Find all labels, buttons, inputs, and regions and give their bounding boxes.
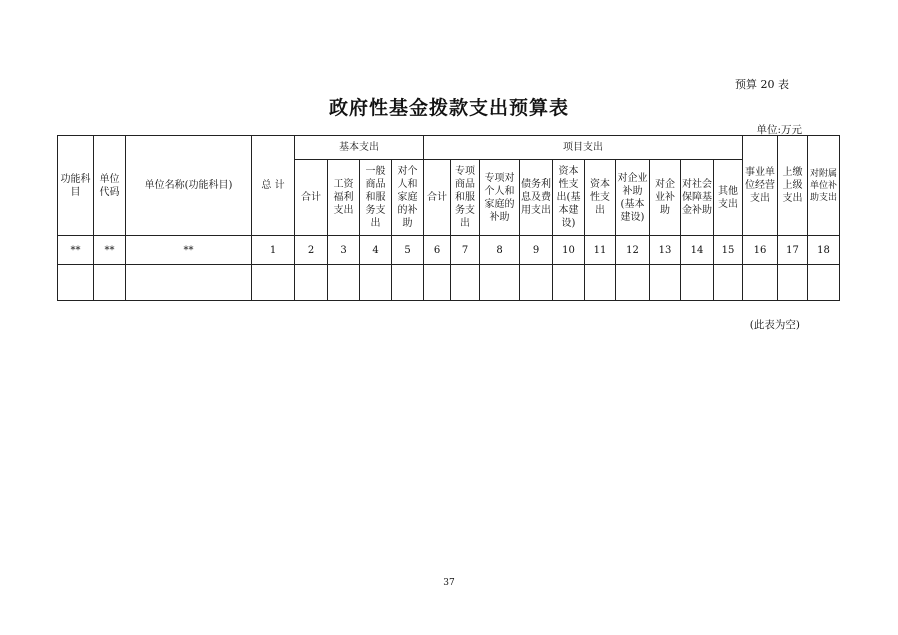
- empty-cell: [360, 265, 392, 301]
- header-project-social-security: 对社会保障基金补助: [681, 160, 714, 236]
- column-number: 3: [328, 236, 360, 265]
- empty-cell: [94, 265, 126, 301]
- empty-cell: [808, 265, 840, 301]
- empty-cell: [553, 265, 585, 301]
- placeholder-cell: **: [58, 236, 94, 265]
- placeholder-cell: **: [126, 236, 252, 265]
- column-number: 15: [714, 236, 743, 265]
- column-number: 7: [451, 236, 480, 265]
- header-project-other: 其他支出: [714, 160, 743, 236]
- header-basic-wages: 工资福利支出: [328, 160, 360, 236]
- page-number: 37: [443, 578, 455, 588]
- empty-cell: [126, 265, 252, 301]
- unit-label: 单位:万元: [756, 124, 802, 136]
- header-upper: 上缴上级支出: [778, 136, 808, 236]
- number-row: [58, 236, 840, 265]
- header-project-individual: 专项对个人和家庭的补助: [480, 160, 520, 236]
- header-unit-name: 单位名称(功能科目): [126, 136, 252, 236]
- empty-data-row: [58, 265, 840, 301]
- header-business: 事业单位经营支出: [743, 136, 778, 236]
- column-number: 4: [360, 236, 392, 265]
- column-number: 1: [252, 236, 295, 265]
- empty-table-note: (此表为空): [749, 319, 800, 331]
- placeholder-cell: **: [94, 236, 126, 265]
- header-project-enterprise-construction: 对企业补助(基本建设): [616, 160, 650, 236]
- empty-cell: [585, 265, 616, 301]
- header-project-capital: 资本性支出: [585, 160, 616, 236]
- empty-cell: [328, 265, 360, 301]
- header-project-group: 项目支出: [424, 136, 743, 160]
- empty-cell: [520, 265, 553, 301]
- column-number: 6: [424, 236, 451, 265]
- header-basic-goods: 一般商品和服务支出: [360, 160, 392, 236]
- header-project-capital-construction: 资本性支出(基本建设): [553, 160, 585, 236]
- column-number: 2: [295, 236, 328, 265]
- header-project-debt: 债务利息及费用支出: [520, 160, 553, 236]
- column-number: 14: [681, 236, 714, 265]
- column-number: 5: [392, 236, 424, 265]
- header-affiliated: 对附属单位补助支出: [808, 136, 840, 236]
- header-func-subject: 功能科目: [58, 136, 94, 236]
- column-number: 10: [553, 236, 585, 265]
- empty-cell: [295, 265, 328, 301]
- empty-cell: [681, 265, 714, 301]
- column-number: 11: [585, 236, 616, 265]
- header-basic-total: 合计: [295, 160, 328, 236]
- empty-cell: [650, 265, 681, 301]
- column-number: 9: [520, 236, 553, 265]
- column-number: 17: [778, 236, 808, 265]
- column-number: 18: [808, 236, 840, 265]
- budget-table: [57, 135, 840, 301]
- empty-cell: [480, 265, 520, 301]
- empty-cell: [58, 265, 94, 301]
- empty-cell: [392, 265, 424, 301]
- header-basic-individual: 对个人和家庭的补助: [392, 160, 424, 236]
- empty-cell: [616, 265, 650, 301]
- column-number: 16: [743, 236, 778, 265]
- empty-cell: [451, 265, 480, 301]
- column-number: 12: [616, 236, 650, 265]
- header-total: 总 计: [252, 136, 295, 236]
- page-title: 政府性基金拨款支出预算表: [328, 97, 569, 119]
- empty-cell: [714, 265, 743, 301]
- column-number: 13: [650, 236, 681, 265]
- empty-cell: [424, 265, 451, 301]
- column-number: 8: [480, 236, 520, 265]
- header-project-total: 合计: [424, 160, 451, 236]
- form-number: 预算 20 表: [735, 78, 789, 91]
- header-project-enterprise: 对企业补助: [650, 160, 681, 236]
- header-row-group: [58, 136, 840, 160]
- header-unit-code: 单位代码: [94, 136, 126, 236]
- header-project-goods: 专项商品和服务支出: [451, 160, 480, 236]
- empty-cell: [778, 265, 808, 301]
- empty-cell: [252, 265, 295, 301]
- header-basic-group: 基本支出: [295, 136, 424, 160]
- empty-cell: [743, 265, 778, 301]
